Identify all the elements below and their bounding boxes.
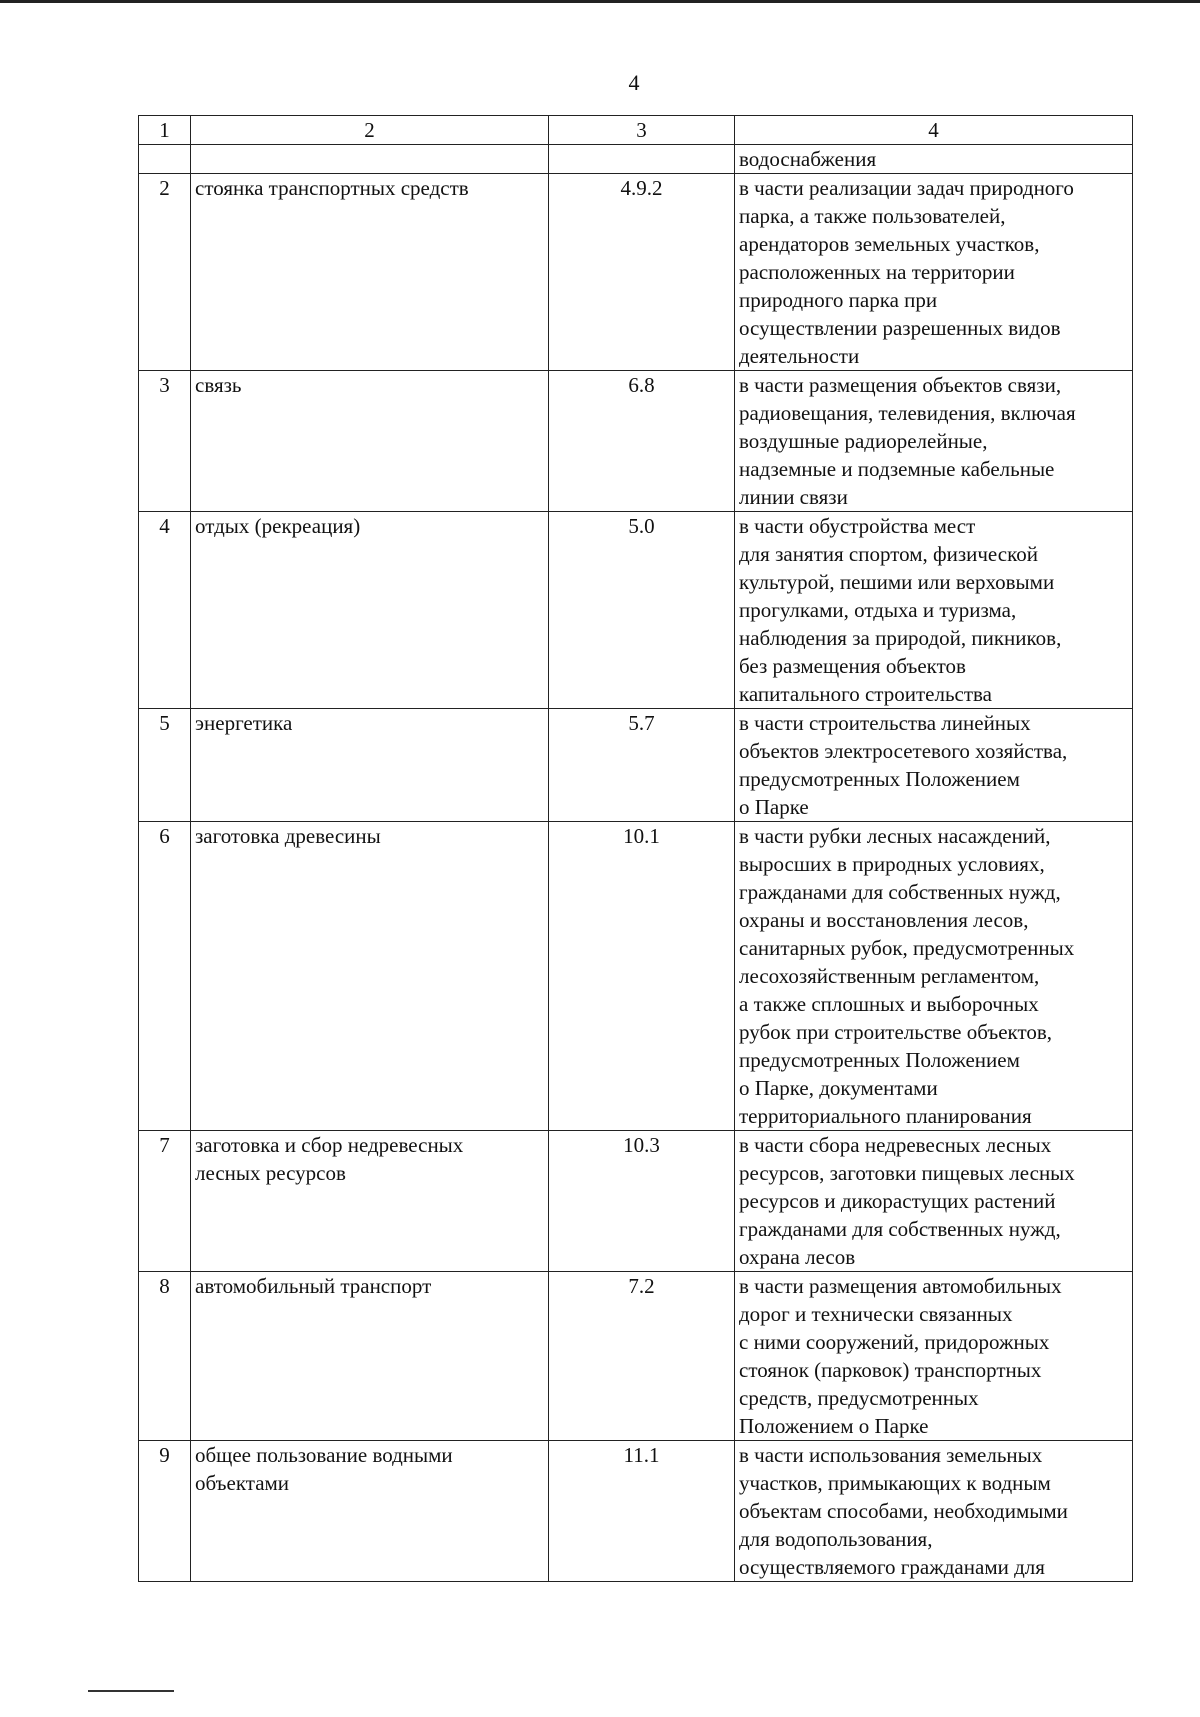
row-name: стоянка транспортных средств [191,174,549,371]
row-code: 5.7 [549,709,735,822]
table-header-row [139,116,1133,145]
table-row [139,822,1133,1131]
row-code: 11.1 [549,1441,735,1582]
row-name: отдых (рекреация) [191,512,549,709]
header-col-2: 2 [191,116,549,145]
row-number [139,145,191,174]
row-number: 8 [139,1272,191,1441]
table-row [139,512,1133,709]
page-number: 4 [628,70,640,95]
row-name: заготовка и сбор недревесных лесных ресурсов [191,1131,549,1272]
footer-line [88,1690,174,1692]
row-name: заготовка древесины [191,822,549,1131]
row-code: 10.3 [549,1131,735,1272]
row-description: в части рубки лесных насаждений, выросших в природных условиях, гражданами для собственных нужд, охраны и восстановления лесов, санитарных рубок, предусмотренных лесохозяйственным регламентом, а также сплошных и выборочных рубок при строительстве объектов, предусмотренных Положением о Парке, документами территориального планирования [735,822,1133,1131]
top-border-line [0,0,1200,3]
row-number: 7 [139,1131,191,1272]
row-number: 2 [139,174,191,371]
table-row [139,174,1133,371]
row-number: 9 [139,1441,191,1582]
row-description: в части обустройства мест для занятия спортом, физической культурой, пешими или верховыми прогулками, отдыха и туризма, наблюдения за природой, пикников, без размещения объектов капитального строительства [735,512,1133,709]
header-col-3: 3 [549,116,735,145]
row-number: 5 [139,709,191,822]
row-number: 6 [139,822,191,1131]
row-name: автомобильный транспорт [191,1272,549,1441]
header-col-4: 4 [735,116,1133,145]
row-code: 4.9.2 [549,174,735,371]
row-code: 5.0 [549,512,735,709]
row-code: 6.8 [549,371,735,512]
table-row [139,371,1133,512]
table-row [139,145,1133,174]
row-description: в части сбора недревесных лесных ресурсов, заготовки пищевых лесных ресурсов и дикорастущих растений гражданами для собственных нужд, охрана лесов [735,1131,1133,1272]
row-description: в части строительства линейных объектов электросетевого хозяйства, предусмотренных Положением о Парке [735,709,1133,822]
row-code [549,145,735,174]
row-description: в части размещения автомобильных дорог и технически связанных с ними сооружений, придорожных стоянок (парковок) транспортных средств, предусмотренных Положением о Парке [735,1272,1133,1441]
row-description: водоснабжения [735,145,1133,174]
row-name [191,145,549,174]
row-description: в части реализации задач природного парка, а также пользователей, арендаторов земельных участков, расположенных на территории природного парка при осуществлении разрешенных видов деятельности [735,174,1133,371]
header-col-1: 1 [139,116,191,145]
row-name: общее пользование водными объектами [191,1441,549,1582]
table-row [139,1441,1133,1582]
land-use-table [138,115,1133,1582]
row-name: связь [191,371,549,512]
table-row [139,709,1133,822]
row-description: в части использования земельных участков, примыкающих к водным объектам способами, необходимыми для водопользования, осуществляемого гражданами для [735,1441,1133,1582]
row-code: 10.1 [549,822,735,1131]
row-name: энергетика [191,709,549,822]
row-number: 4 [139,512,191,709]
row-code: 7.2 [549,1272,735,1441]
table-row [139,1272,1133,1441]
row-description: в части размещения объектов связи, радиовещания, телевидения, включая воздушные радиорелейные, надземные и подземные кабельные линии связи [735,371,1133,512]
table-row [139,1131,1133,1272]
row-number: 3 [139,371,191,512]
